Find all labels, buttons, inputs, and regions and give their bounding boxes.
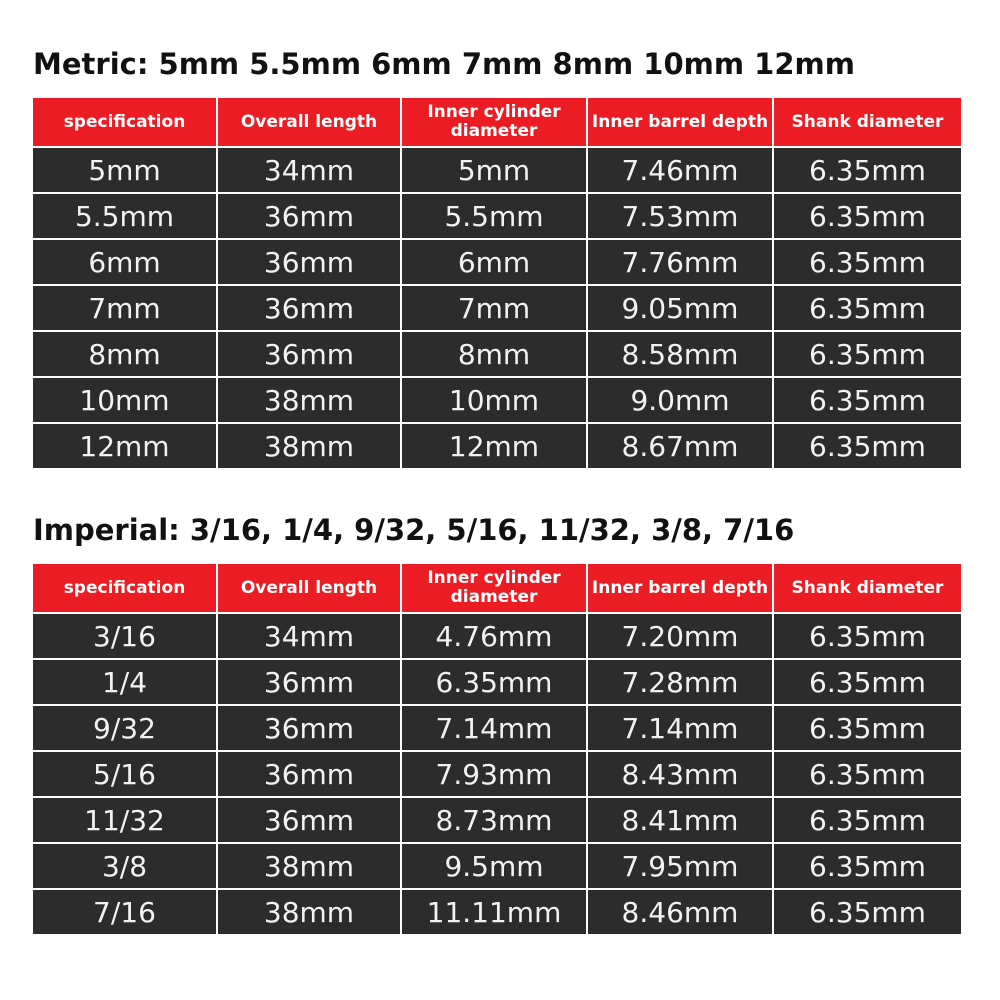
table-row — [33, 843, 961, 889]
table-row — [33, 705, 961, 751]
header-shank-diameter: Shank diameter — [773, 564, 961, 613]
header-overall-length: Overall length — [217, 564, 401, 613]
cell-specification: 8mm — [33, 331, 217, 377]
cell-specification: 5/16 — [33, 751, 217, 797]
header-inner-cylinder-diameter: Inner cylinder diameter — [401, 98, 587, 147]
cell-overall-length: 34mm — [217, 147, 401, 193]
cell-shank-diameter: 6.35mm — [773, 285, 961, 331]
cell-specification: 7mm — [33, 285, 217, 331]
cell-shank-diameter: 6.35mm — [773, 705, 961, 751]
cell-shank-diameter: 6.35mm — [773, 193, 961, 239]
cell-overall-length: 36mm — [217, 331, 401, 377]
table-row — [33, 331, 961, 377]
cell-overall-length: 36mm — [217, 705, 401, 751]
cell-shank-diameter: 6.35mm — [773, 423, 961, 468]
cell-inner-cylinder-diameter: 7mm — [401, 285, 587, 331]
cell-inner-cylinder-diameter: 4.76mm — [401, 613, 587, 659]
cell-inner-barrel-depth: 9.05mm — [587, 285, 773, 331]
cell-inner-cylinder-diameter: 5mm — [401, 147, 587, 193]
cell-inner-cylinder-diameter: 6mm — [401, 239, 587, 285]
cell-specification: 11/32 — [33, 797, 217, 843]
cell-inner-cylinder-diameter: 6.35mm — [401, 659, 587, 705]
cell-overall-length: 36mm — [217, 193, 401, 239]
imperial-section-title: Imperial: 3/16, 1/4, 9/32, 5/16, 11/32, 3/8, 7/16 — [33, 513, 795, 547]
cell-shank-diameter: 6.35mm — [773, 331, 961, 377]
table-row — [33, 423, 961, 468]
table-row — [33, 377, 961, 423]
cell-inner-barrel-depth: 8.46mm — [587, 889, 773, 934]
cell-overall-length: 36mm — [217, 285, 401, 331]
cell-inner-barrel-depth: 7.46mm — [587, 147, 773, 193]
cell-inner-barrel-depth: 8.58mm — [587, 331, 773, 377]
table-row — [33, 285, 961, 331]
cell-specification: 3/16 — [33, 613, 217, 659]
cell-inner-barrel-depth: 8.67mm — [587, 423, 773, 468]
cell-shank-diameter: 6.35mm — [773, 613, 961, 659]
header-shank-diameter: Shank diameter — [773, 98, 961, 147]
header-overall-length: Overall length — [217, 98, 401, 147]
cell-inner-barrel-depth: 7.95mm — [587, 843, 773, 889]
cell-shank-diameter: 6.35mm — [773, 659, 961, 705]
cell-overall-length: 38mm — [217, 843, 401, 889]
cell-shank-diameter: 6.35mm — [773, 889, 961, 934]
cell-shank-diameter: 6.35mm — [773, 751, 961, 797]
cell-inner-cylinder-diameter: 8.73mm — [401, 797, 587, 843]
table-row — [33, 751, 961, 797]
table-row — [33, 659, 961, 705]
cell-shank-diameter: 6.35mm — [773, 843, 961, 889]
cell-specification: 5mm — [33, 147, 217, 193]
table-row — [33, 797, 961, 843]
table-row — [33, 613, 961, 659]
cell-inner-barrel-depth: 7.76mm — [587, 239, 773, 285]
cell-overall-length: 36mm — [217, 797, 401, 843]
cell-specification: 7/16 — [33, 889, 217, 934]
cell-inner-barrel-depth: 7.53mm — [587, 193, 773, 239]
cell-inner-barrel-depth: 9.0mm — [587, 377, 773, 423]
cell-shank-diameter: 6.35mm — [773, 147, 961, 193]
header-inner-barrel-depth: Inner barrel depth — [587, 564, 773, 613]
table-row — [33, 239, 961, 285]
header-specification: specification — [33, 98, 217, 147]
cell-overall-length: 36mm — [217, 751, 401, 797]
cell-overall-length: 34mm — [217, 613, 401, 659]
cell-specification: 10mm — [33, 377, 217, 423]
cell-inner-cylinder-diameter: 11.11mm — [401, 889, 587, 934]
header-inner-barrel-depth: Inner barrel depth — [587, 98, 773, 147]
cell-inner-barrel-depth: 7.28mm — [587, 659, 773, 705]
cell-overall-length: 38mm — [217, 889, 401, 934]
cell-inner-barrel-depth: 7.14mm — [587, 705, 773, 751]
cell-inner-barrel-depth: 7.20mm — [587, 613, 773, 659]
cell-specification: 9/32 — [33, 705, 217, 751]
cell-overall-length: 38mm — [217, 423, 401, 468]
table-header-row — [33, 564, 961, 613]
cell-inner-barrel-depth: 8.41mm — [587, 797, 773, 843]
cell-inner-cylinder-diameter: 5.5mm — [401, 193, 587, 239]
cell-specification: 1/4 — [33, 659, 217, 705]
cell-inner-cylinder-diameter: 8mm — [401, 331, 587, 377]
cell-specification: 5.5mm — [33, 193, 217, 239]
header-inner-cylinder-diameter: Inner cylinder diameter — [401, 564, 587, 613]
cell-inner-cylinder-diameter: 7.14mm — [401, 705, 587, 751]
cell-inner-cylinder-diameter: 7.93mm — [401, 751, 587, 797]
table-row — [33, 147, 961, 193]
cell-shank-diameter: 6.35mm — [773, 239, 961, 285]
cell-inner-cylinder-diameter: 10mm — [401, 377, 587, 423]
cell-overall-length: 36mm — [217, 659, 401, 705]
cell-specification: 12mm — [33, 423, 217, 468]
metric-section-title: Metric: 5mm 5.5mm 6mm 7mm 8mm 10mm 12mm — [33, 47, 855, 81]
table-row — [33, 193, 961, 239]
metric-spec-table — [33, 98, 961, 468]
cell-overall-length: 36mm — [217, 239, 401, 285]
imperial-spec-table — [33, 564, 961, 934]
cell-inner-cylinder-diameter: 12mm — [401, 423, 587, 468]
header-specification: specification — [33, 564, 217, 613]
cell-overall-length: 38mm — [217, 377, 401, 423]
cell-specification: 3/8 — [33, 843, 217, 889]
cell-shank-diameter: 6.35mm — [773, 797, 961, 843]
cell-shank-diameter: 6.35mm — [773, 377, 961, 423]
table-header-row — [33, 98, 961, 147]
cell-inner-barrel-depth: 8.43mm — [587, 751, 773, 797]
cell-specification: 6mm — [33, 239, 217, 285]
table-row — [33, 889, 961, 934]
cell-inner-cylinder-diameter: 9.5mm — [401, 843, 587, 889]
